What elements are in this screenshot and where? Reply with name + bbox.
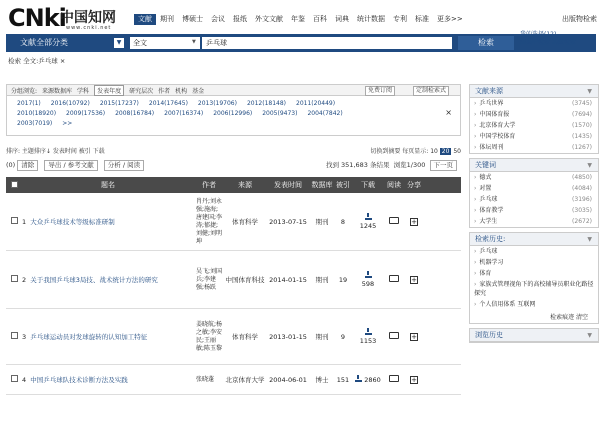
year-item[interactable]: 2011(20449)	[296, 100, 336, 107]
row-checkbox[interactable]	[6, 275, 22, 284]
table-row	[6, 251, 461, 309]
history-box-header[interactable]	[470, 233, 598, 246]
select-all-checkbox[interactable]	[6, 181, 22, 190]
share-icon[interactable]: +	[411, 275, 417, 284]
col-db: 数据库	[311, 181, 333, 189]
sort-options[interactable]: 排序: 主题排序↓ 发表时间 被引 下载	[6, 148, 105, 155]
download-count: 1245	[359, 222, 377, 230]
row-db: 博士	[315, 376, 329, 384]
list-item-label: 北京体育大学	[479, 122, 516, 129]
result-count: 找到 351,683 条结果	[325, 161, 390, 169]
row-cited[interactable]: 9	[340, 332, 346, 341]
keyword-box-title: 关键词	[475, 161, 496, 169]
list-item[interactable]	[470, 98, 598, 109]
download-icon[interactable]	[365, 271, 372, 278]
list-item-count: (7694)	[572, 111, 592, 118]
col-author: 作者	[202, 181, 216, 189]
read-icon[interactable]	[384, 275, 404, 284]
title-link[interactable]: 中国乒乓球队技术诊断方法及实践	[30, 376, 128, 384]
publication-search-link[interactable]: 出版物检索	[562, 15, 597, 23]
collapse-icon[interactable]: ▼	[587, 162, 592, 169]
nav-item-boshuoshi[interactable]: 博硕士	[182, 15, 203, 23]
share-icon[interactable]: +	[411, 375, 417, 384]
per-page-50[interactable]: 50	[453, 148, 461, 155]
advanced-links	[520, 31, 576, 47]
row-date: 2004-06-01	[269, 375, 307, 384]
row-num: 1	[22, 218, 27, 226]
row-download[interactable]	[352, 328, 384, 345]
per-page-20[interactable]: 20	[441, 148, 450, 155]
results-panel	[6, 84, 461, 424]
collapse-icon[interactable]: ▼	[587, 332, 592, 339]
list-item-count: (4084)	[572, 185, 592, 192]
col-title[interactable]: 题名	[101, 181, 115, 189]
cnki-logo[interactable]	[8, 4, 128, 32]
my-selection-link[interactable]: 我的选择(12)	[520, 31, 557, 38]
logo-sub-text: www.cnki.net	[66, 25, 112, 31]
year-item[interactable]: 2004(7842)	[307, 110, 343, 117]
row-cited[interactable]: 8	[340, 217, 346, 226]
sidebar	[469, 84, 599, 347]
list-item-count: (2672)	[572, 218, 592, 225]
list-item-label: 中国学校体育	[479, 133, 516, 140]
nav-item-tongji[interactable]: 统计数据	[357, 15, 385, 23]
analyze-button[interactable]: 分析 / 阅读	[104, 160, 144, 171]
history-box	[469, 232, 599, 324]
nav-item-cidian[interactable]: 词典	[335, 15, 349, 23]
row-num: 3	[22, 333, 27, 341]
download-icon[interactable]	[355, 375, 362, 382]
row-title	[22, 332, 194, 341]
source-box-header[interactable]	[470, 85, 598, 98]
collapse-icon[interactable]: ▼	[587, 236, 592, 243]
list-item-label: 德式	[479, 174, 492, 181]
row-checkbox[interactable]	[6, 217, 22, 226]
list-item-count: (1435)	[572, 133, 592, 140]
year-item[interactable]: 2003(7019)	[17, 120, 53, 127]
year-item[interactable]: 2008(16784)	[115, 110, 155, 117]
nav-item-waiwen[interactable]: 外文文献	[255, 15, 283, 23]
year-item[interactable]: 2014(17645)	[148, 100, 188, 107]
download-count: 598	[361, 280, 375, 288]
row-authors[interactable]: 张晓蓬	[196, 375, 215, 383]
history-box-title: 检索历史:	[475, 235, 506, 243]
year-item[interactable]: 2010(18920)	[17, 110, 57, 117]
list-item[interactable]: › 乒乓球	[470, 246, 598, 257]
row-title	[22, 217, 194, 226]
search-button[interactable]: 检索	[458, 36, 514, 50]
year-item[interactable]: 2016(10792)	[50, 100, 90, 107]
nav-item-wenxian[interactable]: 文献	[134, 14, 156, 25]
year-item[interactable]: 2009(17536)	[66, 110, 106, 117]
tab-year[interactable]: 发表年度	[94, 85, 124, 96]
share-icon[interactable]: +	[411, 332, 417, 341]
field-select[interactable]: 全文	[130, 37, 200, 49]
source-box-title: 文献来源	[475, 87, 503, 95]
list-item[interactable]: › 家族式管理视角下的高校辅导员职业化路径探究	[470, 279, 598, 299]
next-page-button[interactable]: 下一页	[430, 160, 458, 171]
row-title	[22, 375, 194, 384]
row-num: 2	[22, 276, 27, 284]
list-item[interactable]	[470, 172, 598, 183]
read-icon[interactable]	[384, 375, 404, 384]
list-item[interactable]	[470, 142, 598, 153]
list-item[interactable]	[470, 216, 598, 227]
list-item[interactable]: › 体育	[470, 268, 598, 279]
col-source: 来源	[238, 181, 252, 189]
list-item[interactable]	[470, 194, 598, 205]
list-item-label: 体坛周刊	[479, 144, 504, 151]
tab-fund[interactable]: 基金	[192, 87, 205, 95]
field-dropdown-icon[interactable]: ▼	[192, 39, 196, 45]
row-source[interactable]: 北京体育大学	[225, 376, 265, 384]
row-db: 期刊	[315, 218, 329, 226]
row-title	[22, 275, 194, 284]
result-info	[326, 160, 461, 171]
download-count: 2860	[364, 376, 381, 384]
search-input[interactable]: 乒乓球	[202, 37, 452, 49]
read-icon[interactable]	[384, 332, 404, 341]
per-page-10[interactable]: 10	[430, 148, 438, 155]
tab-group-label: 分组浏览:	[11, 87, 38, 95]
clear-button[interactable]: 清除	[17, 160, 38, 171]
row-checkbox[interactable]	[6, 375, 22, 384]
keyword-box	[469, 158, 599, 228]
tab-institution[interactable]: 机构	[175, 87, 188, 95]
col-read: 阅读	[387, 181, 401, 189]
history-footer[interactable]: 检索痕迹 清空	[550, 314, 588, 321]
col-date[interactable]: 发表时间	[274, 181, 302, 189]
custom-search-button[interactable]: 定制检索式	[413, 86, 449, 96]
table-row	[6, 193, 461, 251]
share-icon[interactable]: +	[411, 217, 417, 226]
list-item[interactable]	[470, 205, 598, 216]
list-item-label: 乒乓世界	[479, 100, 504, 107]
browse-box-title: 浏览历史	[475, 331, 503, 339]
category-select-label[interactable]: 文献全部分类	[20, 38, 68, 47]
col-share: 分享	[407, 181, 421, 189]
tab-subject[interactable]: 学科	[77, 87, 90, 95]
list-item[interactable]: › 个人信用体系 互联网	[470, 299, 598, 310]
tab-source-db[interactable]: 来源数据库	[42, 87, 73, 95]
nav-item-baozhi[interactable]: 报纸	[233, 15, 247, 23]
browse-box-header[interactable]	[470, 329, 598, 342]
close-icon[interactable]: ×	[445, 108, 452, 117]
list-item[interactable]	[470, 131, 598, 142]
list-item-count: (3035)	[572, 207, 592, 214]
export-button[interactable]: 导出 / 参考文献	[44, 160, 97, 171]
row-db: 期刊	[315, 276, 329, 284]
col-cited[interactable]: 被引	[336, 181, 350, 189]
row-source[interactable]: 中国体育科技	[225, 276, 265, 284]
download-icon[interactable]	[365, 328, 372, 335]
list-item-count: (1570)	[572, 122, 592, 129]
table-header	[6, 177, 461, 193]
nav-item-zhuanli[interactable]: 专利	[393, 15, 407, 23]
year-row-3	[17, 119, 450, 129]
year-item[interactable]: 2013(19706)	[197, 100, 237, 107]
list-item-label: 体育教学	[479, 207, 504, 214]
nav-item-qikan[interactable]: 期刊	[160, 15, 174, 23]
free-subscribe-button[interactable]: 免费订阅	[365, 86, 395, 96]
nav-item-more[interactable]: 更多>>	[437, 15, 463, 23]
switch-summary-link[interactable]: 切换到摘要	[370, 148, 401, 155]
collapse-icon[interactable]: ▼	[587, 88, 592, 95]
logo-main-text: CNki	[8, 4, 66, 32]
title-link[interactable]: 大众乒乓球技术等级标准研制	[30, 218, 115, 226]
row-checkbox[interactable]	[6, 332, 22, 341]
tab-level[interactable]: 研究层次	[129, 87, 154, 95]
read-icon[interactable]	[384, 217, 404, 226]
keyword-box-header[interactable]	[470, 159, 598, 172]
list-item[interactable]	[470, 109, 598, 120]
list-item[interactable]: › 机器学习	[470, 257, 598, 268]
row-download[interactable]	[352, 271, 384, 288]
row-source[interactable]: 体育科学	[232, 218, 258, 226]
list-item[interactable]	[470, 120, 598, 131]
top-nav	[134, 14, 467, 25]
list-item-label: 对置	[479, 185, 492, 192]
row-num: 4	[22, 376, 27, 384]
nav-item-huiyi[interactable]: 会议	[211, 15, 225, 23]
row-db: 期刊	[315, 333, 329, 341]
page-size-controls	[370, 146, 461, 155]
row-date: 2014-01-15	[269, 275, 307, 284]
group-tabs	[6, 84, 461, 96]
list-item-label: 大学生	[479, 218, 498, 225]
per-page-label: 每页显示:	[402, 148, 429, 155]
selected-count: (0)	[6, 161, 16, 169]
row-authors[interactable]: 姜晓航;杨之敏;李安民;王丽敏;陈玉黎	[196, 320, 223, 352]
search-bar	[6, 34, 596, 52]
year-item[interactable]: 2007(16374)	[164, 110, 204, 117]
source-box	[469, 84, 599, 154]
row-date: 2013-01-15	[269, 332, 307, 341]
title-link[interactable]: 关于我国乒乓球3局技、战术统计方法的研究	[30, 276, 158, 284]
year-item[interactable]: 2006(12996)	[213, 110, 253, 117]
row-date: 2013-07-15	[269, 217, 307, 226]
results-table	[6, 177, 461, 395]
col-download[interactable]: 下载	[361, 181, 375, 189]
breadcrumb: 检索 全文:乒乓球 ×	[8, 57, 66, 65]
list-item-label: 乒乓球	[479, 196, 498, 203]
title-link[interactable]: 乒乓球运动员对发球旋转的认知加工特征	[30, 333, 148, 341]
row-cited[interactable]: 151	[336, 375, 350, 384]
year-row-2	[17, 109, 450, 119]
search-in-results-link[interactable]: 结果中检索	[520, 39, 551, 46]
logo-cn-text: 中国知网	[60, 10, 116, 26]
list-item-count: (4850)	[572, 174, 592, 181]
browse-box	[469, 328, 599, 343]
list-item-count: (3196)	[572, 196, 592, 203]
row-authors[interactable]: 吴飞;刘国兵;李建强;杨跃	[196, 267, 223, 291]
year-item[interactable]: 2017(1)	[17, 100, 41, 107]
list-item-count: (3745)	[572, 100, 592, 107]
page-info: 浏览1/300	[393, 161, 426, 169]
year-filter	[6, 96, 461, 136]
year-item[interactable]: 2005(9473)	[262, 110, 298, 117]
tab-author[interactable]: 作者	[158, 87, 171, 95]
year-more-link[interactable]: >>	[62, 120, 73, 127]
year-item[interactable]: 2012(18148)	[246, 100, 287, 107]
row-authors[interactable]: 肖丹;刘永强;施海;唐建国;李涛;郁捷;刘健;刘明坤	[196, 197, 223, 245]
year-row-1	[17, 99, 450, 109]
year-item[interactable]: 2015(17237)	[99, 100, 139, 107]
row-source[interactable]: 体育科学	[232, 333, 258, 341]
nav-item-nianjian[interactable]: 年鉴	[291, 15, 305, 23]
table-row	[6, 365, 461, 395]
sort-row	[6, 146, 461, 156]
nav-item-biaozhun[interactable]: 标准	[415, 15, 429, 23]
list-item-count: (1267)	[572, 144, 592, 151]
list-item[interactable]	[470, 183, 598, 194]
header	[0, 0, 607, 34]
row-download[interactable]	[352, 213, 384, 230]
category-dropdown-icon[interactable]: ▼	[114, 38, 124, 48]
download-icon[interactable]	[365, 213, 372, 220]
row-download[interactable]	[352, 375, 384, 384]
download-count: 1153	[359, 337, 377, 345]
row-cited[interactable]: 19	[338, 275, 348, 284]
nav-item-baike[interactable]: 百科	[313, 15, 327, 23]
advanced-search-link[interactable]: 高级检索	[551, 39, 576, 46]
action-row	[6, 160, 461, 172]
table-row	[6, 309, 461, 365]
adv-links-row	[520, 39, 576, 47]
list-item-label: 中国体育报	[479, 111, 510, 118]
